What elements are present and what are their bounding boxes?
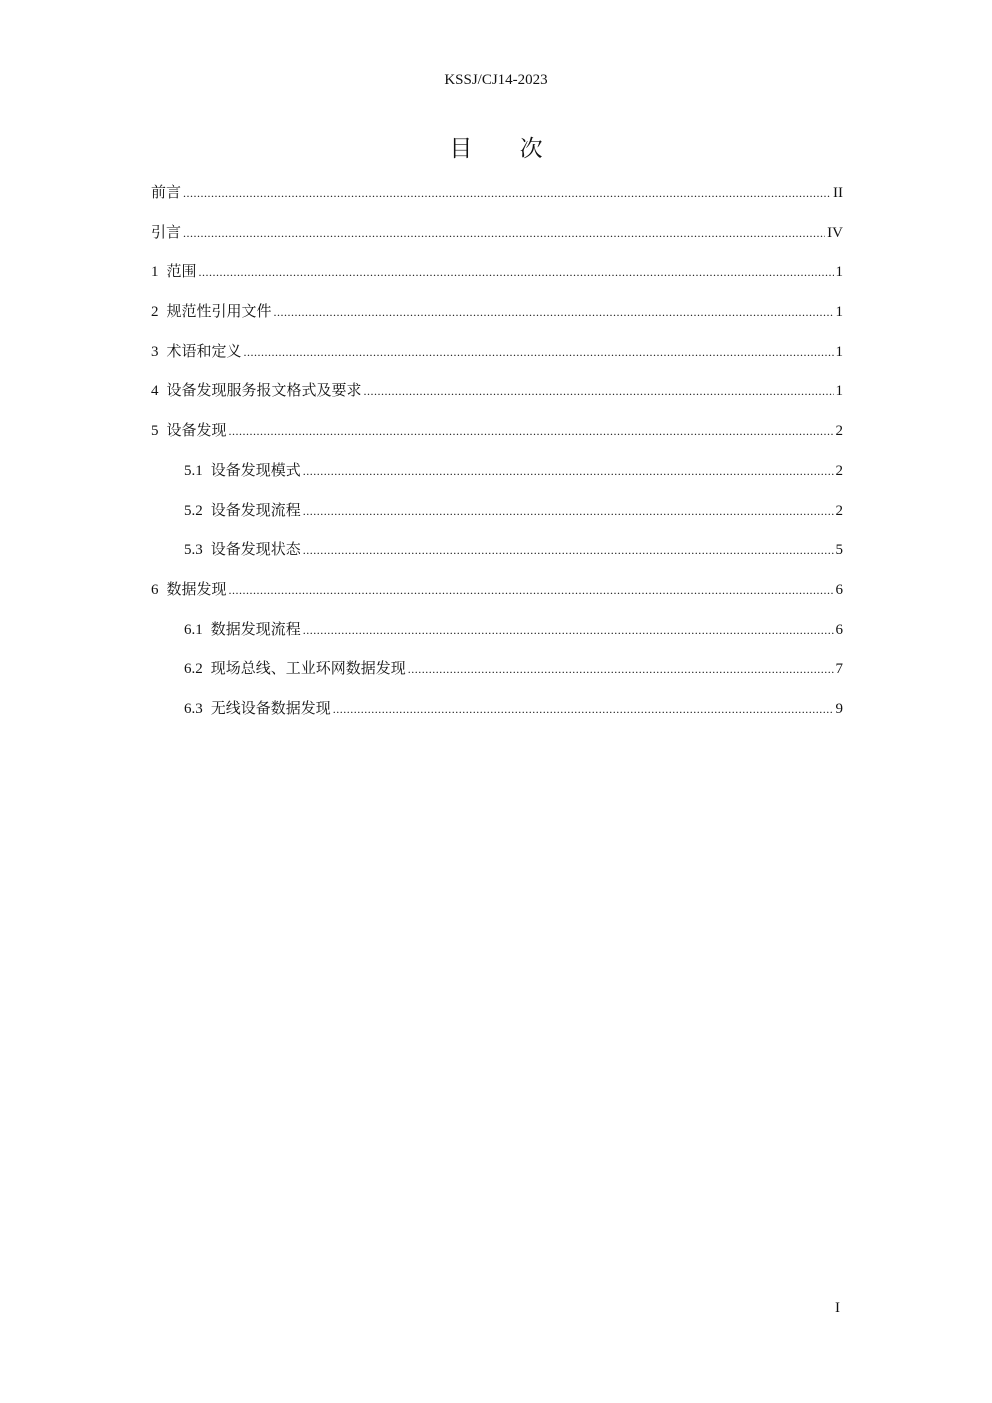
toc-entry-number: 5 [151,423,159,440]
toc-entry[interactable] [151,617,843,657]
toc-entry-page: IV [827,224,843,241]
toc-entry-page: 9 [835,700,843,717]
toc-entry-label: 设备发现服务报文格式及要求 [166,381,362,400]
toc-entry[interactable] [151,418,843,458]
toc-entry[interactable] [151,220,843,260]
toc-entry-page: 1 [835,304,843,321]
toc-entry-label: 数据发现 [166,579,227,598]
page-number: I [835,1300,840,1316]
toc-entry[interactable] [151,537,843,577]
toc-entry-number: 3 [151,343,159,360]
toc-dot-leader [303,618,834,642]
toc-entry-page: 6 [835,621,843,638]
toc-entry-label: 设备发现状态 [210,540,301,559]
toc-entry-number: 5.1 [184,462,203,479]
toc-entry-label: 术语和定义 [166,341,242,360]
toc-entry-label: 规范性引用文件 [166,302,272,321]
toc-entry-page: 2 [835,502,843,519]
toc-entry-number: 1 [151,264,159,281]
toc-entry-label: 设备发现 [166,421,227,440]
toc-entry-label: 引言 [151,222,182,241]
toc-entry-label: 数据发现流程 [210,619,301,638]
toc-dot-leader [244,340,834,364]
table-of-contents [151,180,843,736]
toc-entry[interactable] [151,180,843,220]
toc-dot-leader [229,419,834,443]
toc-entry-number: 5.2 [184,502,203,519]
toc-entry-label: 范围 [166,262,197,281]
toc-entry[interactable] [151,299,843,339]
toc-entry-number: 4 [151,383,159,400]
toc-entry-page: 1 [835,383,843,400]
toc-dot-leader [303,499,834,523]
toc-entry[interactable] [151,259,843,299]
toc-dot-leader [303,538,834,562]
toc-entry[interactable] [151,378,843,418]
toc-entry-page: 7 [835,661,843,678]
toc-entry-number: 5.3 [184,542,203,559]
toc-entry-number: 6.3 [184,700,203,717]
toc-entry-page: 2 [835,423,843,440]
toc-entry-label: 前言 [151,183,182,201]
document-id-header: KSSJ/CJ14-2023 [444,72,548,88]
toc-entry-label: 现场总线、工业环网数据发现 [210,659,406,678]
toc-dot-leader [199,260,834,284]
toc-entry-label: 无线设备数据发现 [210,698,331,717]
toc-entry-page: II [833,185,843,201]
toc-entry-number: 6.1 [184,621,203,638]
toc-dot-leader [333,697,834,721]
toc-dot-leader [274,300,834,324]
toc-entry-page: 1 [835,264,843,281]
page-title: 目 次 [449,136,563,162]
toc-entry[interactable] [151,498,843,538]
toc-entry-page: 1 [835,343,843,360]
toc-entry[interactable] [151,656,843,696]
toc-dot-leader [183,181,831,205]
toc-dot-leader [183,221,825,245]
toc-entry[interactable] [151,577,843,617]
toc-entry-number: 2 [151,304,159,321]
toc-dot-leader [229,578,834,602]
toc-entry-page: 5 [835,542,843,559]
toc-dot-leader [303,459,834,483]
toc-entry[interactable] [151,339,843,379]
toc-entry[interactable] [151,458,843,498]
toc-dot-leader [364,379,834,403]
toc-entry-number: 6 [151,581,159,598]
toc-entry[interactable] [151,696,843,736]
toc-entry-page: 6 [835,581,843,598]
toc-entry-page: 2 [835,462,843,479]
toc-entry-number: 6.2 [184,661,203,678]
toc-entry-label: 设备发现流程 [210,500,301,519]
toc-entry-label: 设备发现模式 [210,460,301,479]
toc-dot-leader [408,657,834,681]
